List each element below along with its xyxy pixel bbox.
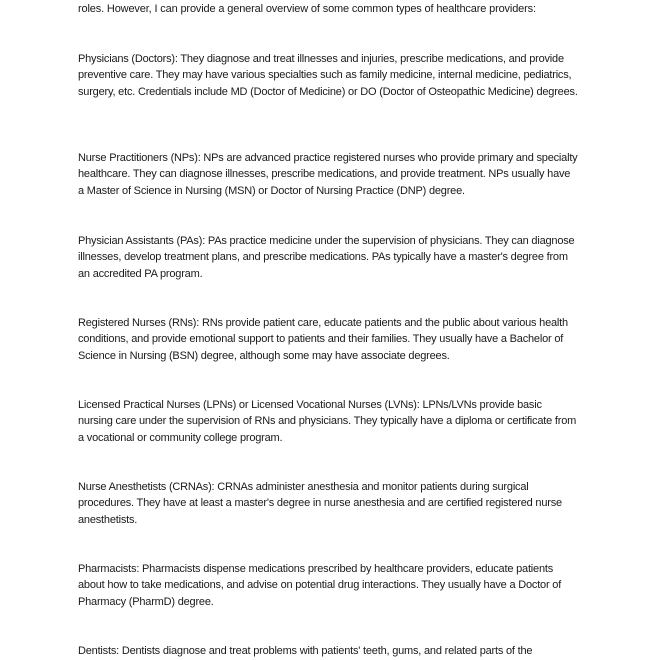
provider-paragraph-physician-assistants: Physician Assistants (PAs): PAs practice medicine under the supervision of physicians. They can diagnose illnesses, develop treatment plans, and prescribe medications. PAs typically have a master's degree from an accredited PA program. (78, 235, 575, 280)
provider-paragraph-lpn-lvn: Licensed Practical Nurses (LPNs) or Licensed Vocational Nurses (LVNs): LPNs/LVNs provide basic nursing care under the supervision of RNs and physicians. They typically have a diploma or certificate from a vocational or community college program. (78, 399, 577, 444)
provider-paragraph-nurse-practitioners: Nurse Practitioners (NPs): NPs are advanced practice registered nurses who provide primary and specialty healthcare. They can diagnose illnesses, prescribe medications, and provide treatment. NPs usually have a Master of Science in Nursing (MSN) or Doctor of Nursing Practice (DNP) degree. (78, 152, 578, 197)
provider-paragraph-nurse-anesthetists: Nurse Anesthetists (CRNAs): CRNAs administer anesthesia and monitor patients during surgical procedures. They have at least a master's degree in nurse anesthesia and are certified registered nurse anesthetists. (78, 481, 562, 526)
provider-paragraph-registered-nurses: Registered Nurses (RNs): RNs provide patient care, educate patients and the public about various health conditions, and provide emotional support to patients and their families. They usually have a Bachelor of Science in Nursing (BSN) degree, although some may have associate degrees. (78, 317, 568, 362)
provider-paragraph-pharmacists: Pharmacists: Pharmacists dispense medications prescribed by healthcare providers, educate patients about how to take medications, and advise on potential drug interactions. They usually have a Doctor of Pharmacy (PharmD) degree. (78, 563, 562, 608)
provider-paragraph-dentists: Dentists: Dentists diagnose and treat problems with patients' teeth, gums, and related parts of the (78, 645, 533, 657)
provider-paragraph-physicians: Physicians (Doctors): They diagnose and treat illnesses and injuries, prescribe medications, and provide preventive care. They may have various specialties such as family medicine, internal medicine, pediatrics, surgery, etc. Credentials include MD (Doctor of Medicine) or DO (Doctor of Osteopathic Medicine) degrees. (78, 53, 578, 98)
intro-text: roles. However, I can provide a general overview of some common types of healthcare providers: (78, 3, 536, 15)
